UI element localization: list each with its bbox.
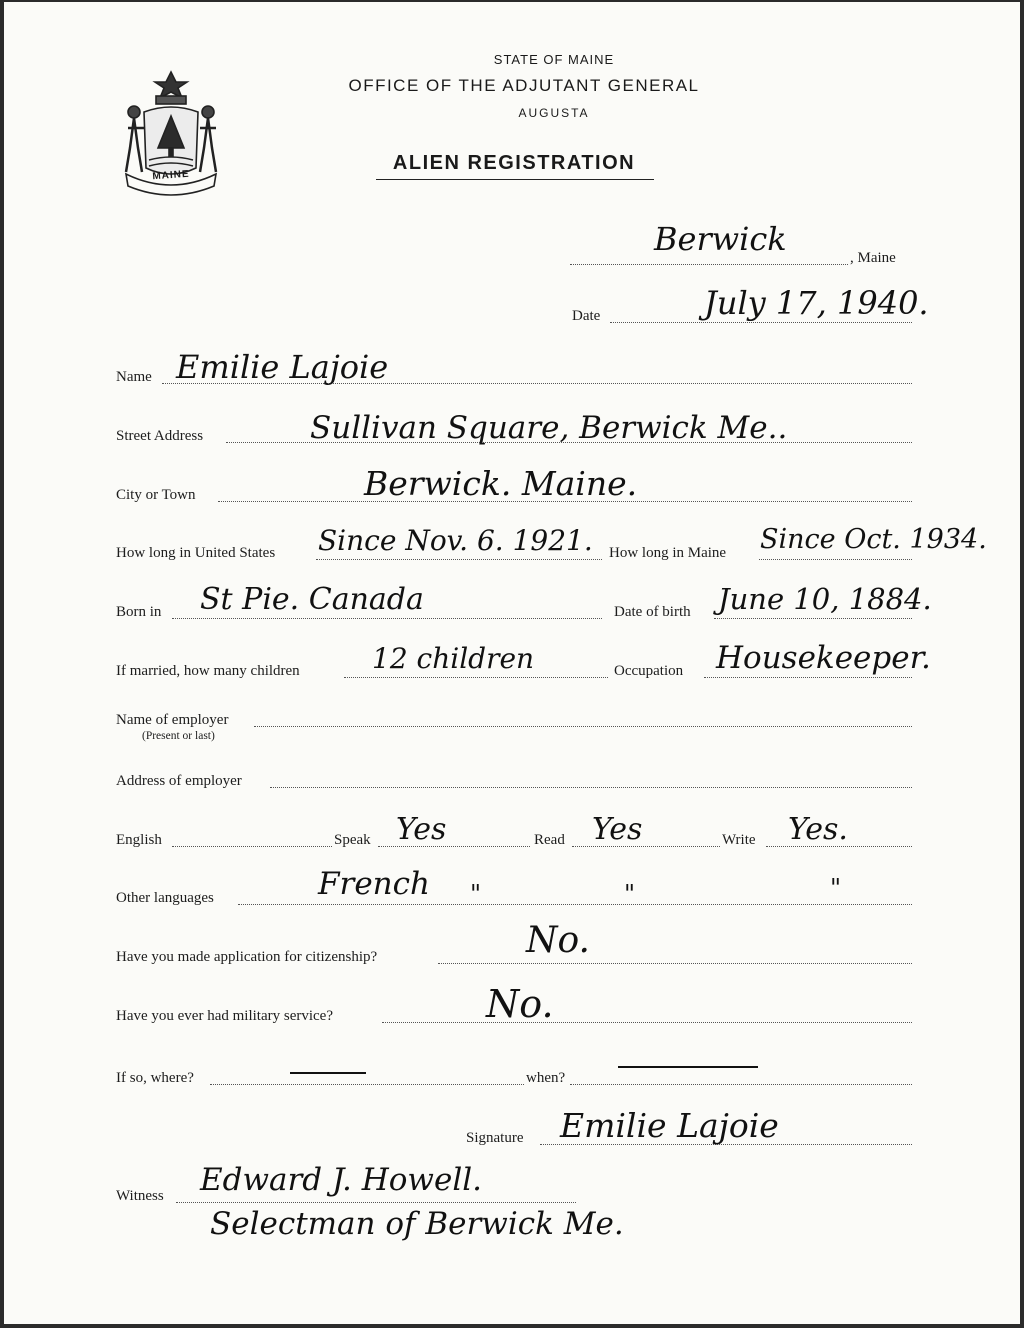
how-long-us-line bbox=[316, 559, 602, 560]
how-long-maine-label: How long in Maine bbox=[609, 545, 727, 561]
town-suffix-label: , Maine bbox=[850, 250, 896, 266]
form-title: ALIEN REGISTRATION bbox=[392, 152, 636, 174]
how-long-us-label: How long in United States bbox=[116, 545, 276, 561]
date-label: Date bbox=[572, 308, 601, 324]
where-line bbox=[210, 1084, 524, 1085]
employer-line bbox=[254, 726, 912, 727]
street-value: Sullivan Square, Berwick Me.. bbox=[310, 410, 788, 446]
speak-value: Yes bbox=[396, 812, 447, 847]
date-of-birth-value: June 10, 1884. bbox=[718, 582, 932, 616]
military-label: Have you ever had military service? bbox=[116, 1008, 333, 1024]
alien-registration-form bbox=[4, 2, 1020, 1324]
ditto-mark: " bbox=[624, 880, 636, 908]
born-in-value: St Pie. Canada bbox=[200, 582, 424, 617]
citizenship-value: No. bbox=[526, 920, 590, 961]
witness-title: Selectman of Berwick Me. bbox=[210, 1206, 624, 1242]
ditto-mark: " bbox=[830, 874, 842, 902]
born-in-line bbox=[172, 618, 602, 619]
employer-address-line bbox=[270, 787, 912, 788]
signature-label: Signature bbox=[466, 1130, 524, 1146]
other-languages-value: French bbox=[318, 866, 430, 902]
other-languages-label: Other languages bbox=[116, 890, 214, 906]
where-label: If so, where? bbox=[116, 1070, 194, 1086]
citizenship-line bbox=[438, 963, 912, 964]
read-value: Yes bbox=[592, 812, 643, 847]
speak-label: Speak bbox=[334, 832, 371, 848]
date-line bbox=[610, 322, 912, 323]
children-value: 12 children bbox=[372, 642, 535, 675]
write-label: Write bbox=[722, 832, 756, 848]
when-dash bbox=[618, 1066, 758, 1068]
when-line bbox=[570, 1084, 912, 1085]
read-label: Read bbox=[534, 832, 565, 848]
street-label: Street Address bbox=[116, 428, 204, 444]
english-label: English bbox=[116, 832, 162, 848]
military-value: No. bbox=[486, 982, 554, 1026]
english-line bbox=[172, 846, 332, 847]
signature-value: Emilie Lajoie bbox=[560, 1106, 779, 1145]
date-of-birth-label: Date of birth bbox=[614, 604, 691, 620]
witness-name: Edward J. Howell. bbox=[200, 1162, 482, 1198]
witness-line bbox=[176, 1202, 576, 1203]
occupation-line bbox=[704, 677, 912, 678]
children-label: If married, how many children bbox=[116, 663, 300, 679]
date-of-birth-line bbox=[714, 618, 912, 619]
seal-banner-text: MAINE bbox=[152, 168, 190, 183]
children-line bbox=[344, 677, 608, 678]
header-state: STATE OF MAINE bbox=[493, 52, 615, 67]
other-languages-line bbox=[238, 904, 912, 905]
occupation-value: Housekeeper. bbox=[716, 640, 931, 676]
name-label: Name bbox=[116, 369, 152, 385]
when-label: when? bbox=[526, 1070, 566, 1086]
how-long-maine-line bbox=[759, 559, 912, 560]
employer-label: Name of employer bbox=[116, 712, 229, 728]
title-underline bbox=[376, 179, 654, 180]
date-value: July 17, 1940. bbox=[704, 284, 929, 322]
occupation-label: Occupation bbox=[614, 663, 684, 679]
city-label: City or Town bbox=[116, 487, 196, 503]
where-dash bbox=[290, 1072, 366, 1074]
citizenship-label: Have you made application for citizenship? bbox=[116, 949, 378, 965]
how-long-us-value: Since Nov. 6. 1921. bbox=[318, 524, 593, 557]
born-in-label: Born in bbox=[116, 604, 162, 620]
header-office: OFFICE OF THE ADJUTANT GENERAL bbox=[348, 76, 700, 95]
city-value: Berwick. Maine. bbox=[364, 464, 638, 503]
military-line bbox=[382, 1022, 912, 1023]
name-value: Emilie Lajoie bbox=[176, 348, 389, 386]
employer-address-label: Address of employer bbox=[116, 773, 242, 789]
header-city: AUGUSTA bbox=[518, 106, 590, 120]
ditto-mark: " bbox=[470, 880, 482, 908]
write-value: Yes. bbox=[788, 812, 848, 847]
town-value: Berwick bbox=[654, 220, 787, 258]
how-long-maine-value: Since Oct. 1934. bbox=[760, 524, 987, 555]
witness-label: Witness bbox=[116, 1188, 164, 1204]
town-line bbox=[570, 264, 848, 265]
employer-note: (Present or last) bbox=[142, 730, 215, 742]
